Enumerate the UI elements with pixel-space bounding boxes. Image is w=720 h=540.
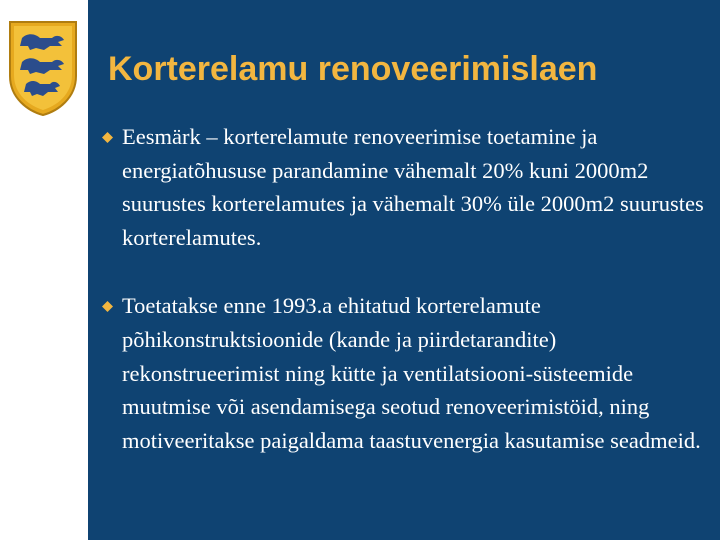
left-strip [0,0,88,540]
bullet-list [102,120,717,492]
bullet-item [102,289,717,457]
bullet-text: Eesmärk – korterelamute renoveerimise toetamine ja energiatõhususe parandamine vähemalt 20% kuni 2000m2 suurustes korterelamutes ja vähemalt 30% üle 2000m2 suurustes korterelamutes. [122,124,704,250]
slide-title: Korterelamu renoveerimislaen [108,50,598,88]
estonian-coat-of-arms-icon [6,18,80,118]
diamond-bullet-icon [102,301,113,312]
diamond-bullet-icon [102,132,113,143]
bullet-text: Toetatakse enne 1993.a ehitatud korterelamute põhikonstruktsioonide (kande ja piirdetarandite) rekonstrueerimist ning kütte ja ventilatsiooni-süsteemide muutmise või asendamisega seotud renoveerimistöid, ning motiveeritakse paigaldama taastuvenergia kasutamise seadmeid. [122,293,701,453]
bullet-item [102,120,717,254]
